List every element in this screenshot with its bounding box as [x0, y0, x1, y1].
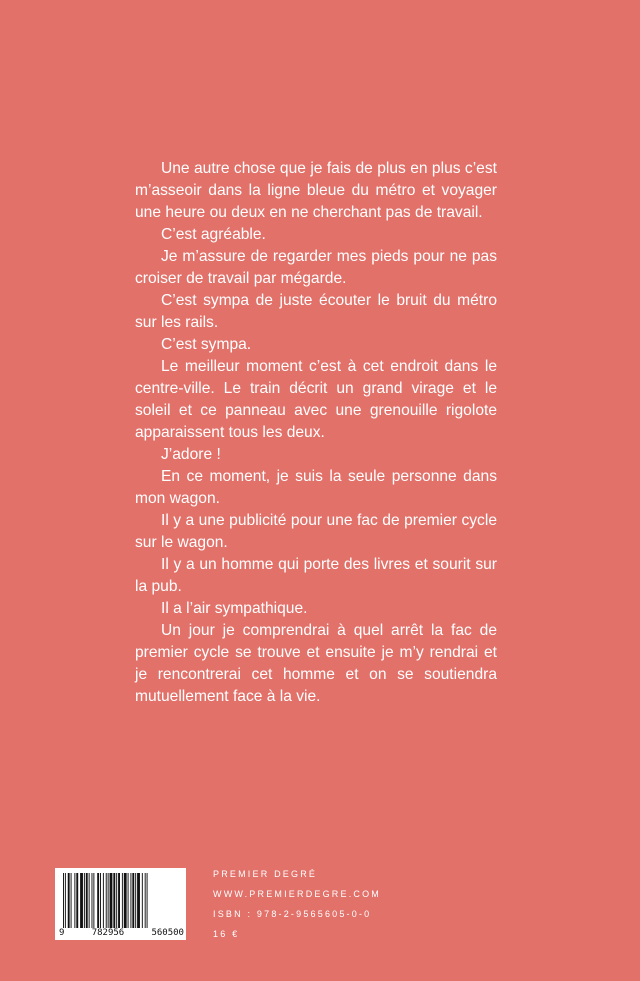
- barcode-bar: [71, 873, 72, 928]
- barcode-bar: [122, 873, 123, 928]
- barcode-bar: [74, 873, 75, 928]
- barcode-bar: [80, 873, 83, 928]
- barcode-bar: [63, 873, 64, 928]
- barcode-bar: [147, 873, 148, 928]
- publisher-info: [213, 864, 381, 944]
- barcode-bar: [100, 873, 101, 928]
- paragraph: C’est sympa.: [161, 336, 252, 353]
- barcode-bar: [135, 873, 136, 928]
- barcode-bar: [128, 873, 129, 928]
- barcode-bar: [76, 873, 78, 928]
- barcode-bar: [110, 873, 113, 928]
- price: 16 €: [213, 929, 240, 939]
- paragraph: C’est sympa de juste écouter le bruit du métro sur les rails.: [135, 292, 497, 331]
- barcode-bar: [108, 873, 109, 928]
- back-cover-text: [135, 158, 497, 708]
- barcode-bar: [68, 873, 70, 928]
- barcode-bar: [145, 873, 146, 928]
- paragraph: Un jour je comprendrai à quel arrêt la fac de premier cycle se trouve et ensuite je m’y rendrai et je rencontrerai cet homme et on se soutiendra mutuellement face à la vie.: [135, 622, 497, 705]
- isbn-barcode: [55, 868, 186, 940]
- barcode-bar: [97, 873, 99, 928]
- barcode-bar: [106, 873, 107, 928]
- paragraph: C’est agréable.: [161, 226, 266, 243]
- barcode-digit-group: 560500: [151, 928, 184, 938]
- barcode-bar: [124, 873, 127, 928]
- barcode-bar: [92, 873, 93, 928]
- barcode-bar: [132, 873, 134, 928]
- barcode-bar: [84, 873, 85, 928]
- publisher-name: PREMIER DEGRÉ: [213, 869, 318, 879]
- paragraph: Il a l’air sympathique.: [161, 600, 308, 617]
- paragraph: Le meilleur moment c’est à cet endroit dans le centre-ville. Le train décrit un grand virage et le soleil et ce panneau avec une grenouille rigolote apparaissent tous les deux.: [135, 358, 497, 441]
- barcode-bar: [65, 873, 66, 928]
- barcode-bar: [142, 873, 143, 928]
- barcode-digit-group: 9: [59, 928, 65, 938]
- barcode-digit-group: 782956: [91, 928, 125, 938]
- paragraph: En ce moment, je suis la seule personne dans mon wagon.: [135, 468, 497, 507]
- barcode-bar: [103, 873, 104, 928]
- paragraph: Je m’assure de regarder mes pieds pour ne pas croiser de travail par mégarde.: [135, 248, 497, 287]
- isbn-number: ISBN : 978-2-9565605-0-0: [213, 909, 372, 919]
- paragraph: J’adore !: [161, 446, 221, 463]
- barcode-bar: [116, 873, 117, 928]
- publisher-website: WWW.PREMIERDEGRE.COM: [213, 889, 381, 899]
- barcode-bar: [130, 873, 131, 928]
- barcode-bars: [62, 873, 181, 928]
- paragraph: Il y a une publicité pour une fac de premier cycle sur le wagon.: [135, 512, 497, 551]
- barcode-bar: [113, 873, 115, 928]
- barcode-bar: [93, 873, 94, 928]
- barcode-bar: [86, 873, 88, 928]
- paragraph: Il y a un homme qui porte des livres et sourit sur la pub.: [135, 556, 497, 595]
- barcode-digits: [59, 928, 184, 938]
- barcode-bar: [137, 873, 140, 928]
- paragraph: Une autre chose que je fais de plus en plus c’est m’asseoir dans la ligne bleue du métro et voyager une heure ou deux en ne cherchant pas de travail.: [135, 160, 497, 221]
- barcode-bar: [89, 873, 90, 928]
- barcode-bar: [118, 873, 120, 928]
